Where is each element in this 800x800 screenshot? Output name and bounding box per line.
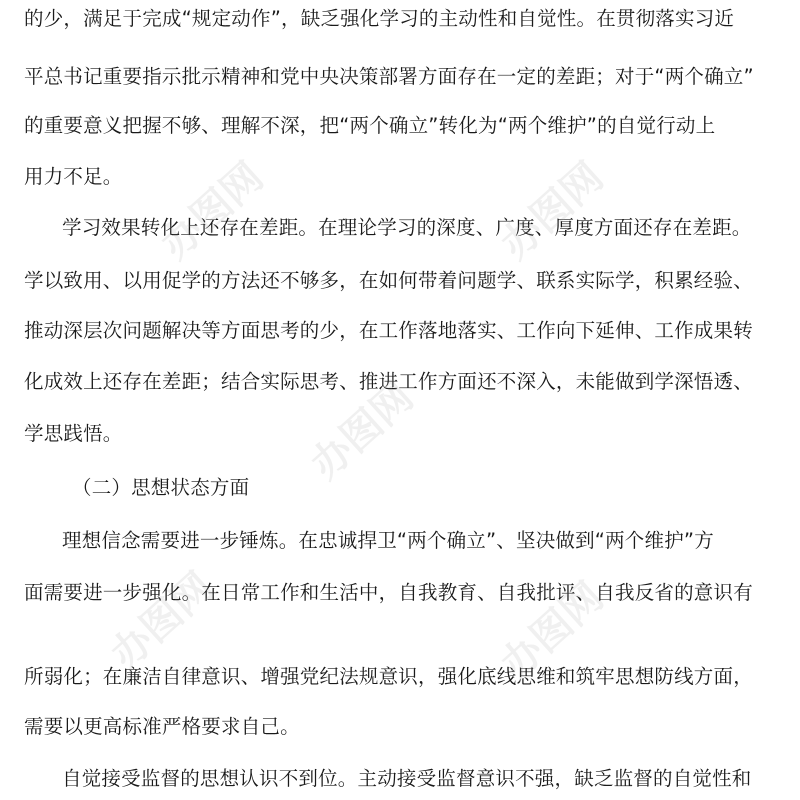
text-line-9: 学思践悟。: [24, 422, 123, 445]
watermark: 办图网: [492, 573, 613, 689]
section-heading: （二）思想状态方面: [72, 476, 250, 499]
watermark: 办图网: [152, 153, 273, 269]
paragraph-start-line: 自觉接受监督的思想认识不到位。主动接受监督意识不强，缺乏监督的自觉性和: [62, 767, 752, 790]
text-line-3: 的重要意义把握不够、理解不深，把“两个确立”转化为“两个维护”的自觉行动上: [24, 114, 716, 137]
text-line-14: 需要以更高标准严格要求自己。: [24, 715, 300, 738]
text-line-8: 化成效上还存在差距；结合实际思考、推进工作方面还不深入，未能做到学深悟透、: [24, 370, 753, 393]
text-line-6: 学以致用、以用促学的方法还不够多，在如何带着问题学、联系实际学，积累经验、: [24, 269, 753, 292]
watermark: 办图网: [492, 153, 613, 269]
text-line-7: 推动深层次问题解决等方面思考的少，在工作落地落实、工作向下延伸、工作成果转: [24, 319, 753, 342]
watermark: 办图网: [302, 373, 423, 489]
watermark: 办图网: [102, 563, 223, 679]
text-line-2: 平总书记重要指示批示精神和党中央决策部署方面存在一定的差距；对于“两个确立”: [24, 65, 754, 88]
text-line-12: 面需要进一步强化。在日常工作和生活中，自我教育、自我批评、自我反省的意识有: [24, 581, 753, 604]
paragraph-start-line: 理想信念需要进一步锤炼。在忠诚捍卫“两个确立”、坚决做到“两个维护”方: [62, 529, 714, 552]
text-line-1: 的少，满足于完成“规定动作”，缺乏强化学习的主动性和自觉性。在贯彻落实习近: [24, 7, 735, 30]
paragraph-start-line: 学习效果转化上还存在差距。在理论学习的深度、广度、厚度方面还存在差距。: [62, 216, 752, 239]
text-line-4: 用力不足。: [24, 165, 123, 188]
text-line-13: 所弱化；在廉洁自律意识、增强党纪法规意识，强化底线思维和筑牢思想防线方面，: [24, 665, 753, 688]
